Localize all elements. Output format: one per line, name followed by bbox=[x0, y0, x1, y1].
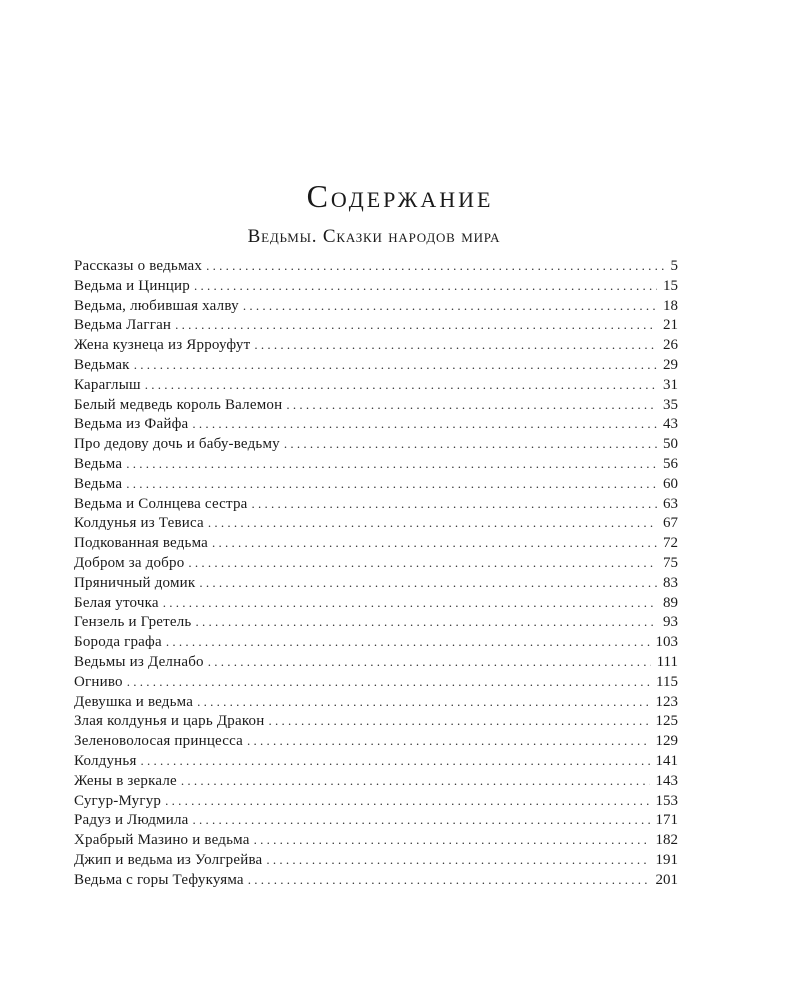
toc-entry[interactable] bbox=[74, 692, 678, 712]
dot-leader bbox=[197, 692, 649, 712]
dot-leader bbox=[254, 830, 650, 850]
dot-leader bbox=[193, 810, 650, 830]
toc-entry-title: Пряничный домик bbox=[74, 574, 196, 591]
dot-leader bbox=[252, 494, 657, 514]
toc-entry-page: 93 bbox=[663, 614, 678, 631]
toc-entry[interactable] bbox=[74, 474, 678, 494]
toc-entry-title: Жены в зеркале bbox=[74, 772, 177, 789]
toc-entry[interactable] bbox=[74, 810, 678, 830]
toc-entry-title: Ведьма и Цинцир bbox=[74, 277, 190, 294]
toc-entry-title: Джип и ведьма из Уолгрейва bbox=[74, 851, 263, 868]
toc-entry[interactable] bbox=[74, 494, 678, 514]
toc-entry-page: 50 bbox=[663, 436, 678, 453]
table-of-contents bbox=[74, 256, 678, 890]
toc-entry-title: Белая уточка bbox=[74, 594, 159, 611]
toc-entry-page: 191 bbox=[655, 851, 678, 868]
toc-entry-title: Злая колдунья и царь Дракон bbox=[74, 713, 265, 730]
toc-entry-page: 115 bbox=[656, 673, 678, 690]
toc-entry-page: 201 bbox=[655, 871, 678, 888]
toc-entry-page: 129 bbox=[655, 733, 678, 750]
toc-entry-title: Ведьма bbox=[74, 475, 123, 492]
toc-entry[interactable] bbox=[74, 434, 678, 454]
toc-entry-title: Борода графа bbox=[74, 634, 162, 651]
section-title: Ведьмы. Сказки народов мира bbox=[247, 226, 501, 247]
toc-entry-page: 67 bbox=[663, 515, 678, 532]
toc-entry-page: 31 bbox=[663, 376, 678, 393]
dot-leader bbox=[208, 513, 657, 533]
dot-leader bbox=[134, 355, 657, 375]
toc-entry-title: Жена кузнеца из Ярроуфут bbox=[74, 337, 251, 354]
toc-entry[interactable] bbox=[74, 652, 678, 672]
toc-entry-title: Девушка и ведьма bbox=[74, 693, 194, 710]
toc-entry-page: 26 bbox=[663, 337, 678, 354]
dot-leader bbox=[194, 276, 657, 296]
toc-entry-title: Колдунья из Тевиса bbox=[74, 515, 204, 532]
toc-entry[interactable] bbox=[74, 296, 678, 316]
toc-entry-page: 15 bbox=[663, 277, 678, 294]
toc-entry-title: Зеленоволосая принцесса bbox=[74, 733, 244, 750]
dot-leader bbox=[126, 474, 657, 494]
toc-entry[interactable] bbox=[74, 395, 678, 415]
toc-entry-page: 143 bbox=[655, 772, 678, 789]
dot-leader bbox=[145, 375, 657, 395]
dot-leader bbox=[247, 731, 649, 751]
toc-entry-title: Огниво bbox=[74, 673, 123, 690]
toc-entry[interactable] bbox=[74, 335, 678, 355]
toc-entry-page: 75 bbox=[663, 554, 678, 571]
dot-leader bbox=[243, 296, 657, 316]
toc-entry[interactable] bbox=[74, 256, 678, 276]
toc-entry-title: Ведьма и Солнцева сестра bbox=[74, 495, 248, 512]
toc-entry[interactable] bbox=[74, 632, 678, 652]
toc-entry[interactable] bbox=[74, 355, 678, 375]
toc-entry[interactable] bbox=[74, 612, 678, 632]
toc-entry[interactable] bbox=[74, 553, 678, 573]
toc-entry-title: Рассказы о ведьмах bbox=[74, 258, 203, 274]
toc-entry[interactable] bbox=[74, 870, 678, 890]
toc-entry-title: Про дедову дочь и бабу-ведьму bbox=[74, 436, 280, 453]
toc-entry-title: Белый медведь король Валемон bbox=[74, 396, 283, 413]
dot-leader bbox=[284, 434, 657, 454]
toc-entry[interactable] bbox=[74, 414, 678, 434]
dot-leader bbox=[141, 751, 650, 771]
dot-leader bbox=[208, 652, 651, 672]
toc-entry-page: 83 bbox=[663, 574, 678, 591]
toc-entry-title: Ведьма из Файфа bbox=[74, 416, 189, 433]
toc-entry-page: 182 bbox=[655, 832, 678, 849]
toc-entry[interactable] bbox=[74, 513, 678, 533]
toc-entry[interactable] bbox=[74, 771, 678, 791]
dot-leader bbox=[188, 553, 657, 573]
dot-leader bbox=[126, 454, 657, 474]
dot-leader bbox=[254, 335, 657, 355]
toc-entry[interactable] bbox=[74, 711, 678, 731]
toc-entry-title: Ведьмы из Делнабо bbox=[74, 653, 204, 670]
dot-leader bbox=[166, 632, 650, 652]
toc-entry[interactable] bbox=[74, 850, 678, 870]
toc-entry[interactable] bbox=[74, 573, 678, 593]
toc-entry[interactable] bbox=[74, 830, 678, 850]
toc-entry[interactable] bbox=[74, 751, 678, 771]
dot-leader bbox=[175, 315, 657, 335]
dot-leader bbox=[192, 414, 657, 434]
dot-leader bbox=[248, 870, 650, 890]
toc-entry-page: 123 bbox=[655, 693, 678, 710]
toc-entry-page: 35 bbox=[663, 396, 678, 413]
toc-entry-page: 72 bbox=[663, 535, 678, 552]
toc-entry-title: Колдунья bbox=[74, 752, 137, 769]
toc-entry-title: Храбрый Мазино и ведьма bbox=[74, 832, 250, 849]
toc-entry[interactable] bbox=[74, 315, 678, 335]
toc-entry-title: Караглыш bbox=[74, 376, 141, 393]
dot-leader bbox=[165, 791, 649, 811]
dot-leader bbox=[206, 256, 664, 276]
toc-entry-page: 111 bbox=[656, 653, 678, 670]
toc-entry-title: Сугур-Мугур bbox=[74, 792, 162, 809]
toc-entry-page: 89 bbox=[663, 594, 678, 611]
toc-entry-title: Гензель и Гретель bbox=[74, 614, 192, 631]
dot-leader bbox=[266, 850, 649, 870]
toc-entry-page: 18 bbox=[663, 297, 678, 314]
toc-entry[interactable] bbox=[74, 672, 678, 692]
toc-entry-title: Ведьма, любившая халву bbox=[74, 297, 239, 314]
toc-entry-page: 103 bbox=[655, 634, 678, 651]
dot-leader bbox=[212, 533, 657, 553]
toc-entry[interactable] bbox=[74, 276, 678, 296]
toc-entry[interactable] bbox=[74, 454, 678, 474]
toc-entry[interactable] bbox=[74, 593, 678, 613]
page-title: Содержание bbox=[306, 178, 494, 214]
toc-entry-title: Ведьма bbox=[74, 455, 123, 472]
toc-entry-title: Ведьма Лагган bbox=[74, 317, 172, 334]
toc-entry[interactable] bbox=[74, 731, 678, 751]
toc-entry-page: 43 bbox=[663, 416, 678, 433]
dot-leader bbox=[127, 672, 650, 692]
toc-entry-page: 141 bbox=[655, 752, 678, 769]
dot-leader bbox=[199, 573, 657, 593]
toc-entry-title: Подкованная ведьма bbox=[74, 535, 209, 552]
toc-entry[interactable] bbox=[74, 375, 678, 395]
toc-entry-page: 60 bbox=[663, 475, 678, 492]
toc-entry-page: 63 bbox=[663, 495, 678, 512]
toc-entry-page: 171 bbox=[655, 812, 678, 829]
toc-entry-title: Добром за добро bbox=[74, 554, 185, 571]
toc-entry-page: 125 bbox=[655, 713, 678, 730]
dot-leader bbox=[195, 612, 657, 632]
toc-entry-page: 56 bbox=[663, 455, 678, 472]
toc-entry-title: Ведьмак bbox=[74, 356, 130, 373]
toc-entry[interactable] bbox=[74, 791, 678, 811]
toc-entry-page: 153 bbox=[655, 792, 678, 809]
toc-entry-page: 21 bbox=[663, 317, 678, 334]
dot-leader bbox=[163, 593, 657, 613]
toc-entry-page: 29 bbox=[663, 356, 678, 373]
toc-entry[interactable] bbox=[74, 533, 678, 553]
dot-leader bbox=[286, 395, 657, 415]
dot-leader bbox=[268, 711, 649, 731]
toc-entry-title: Ведьма с горы Тефукуяма bbox=[74, 871, 244, 888]
dot-leader bbox=[181, 771, 650, 791]
toc-entry-page: 5 bbox=[670, 258, 678, 274]
toc-entry-title: Радуз и Людмила bbox=[74, 812, 189, 829]
